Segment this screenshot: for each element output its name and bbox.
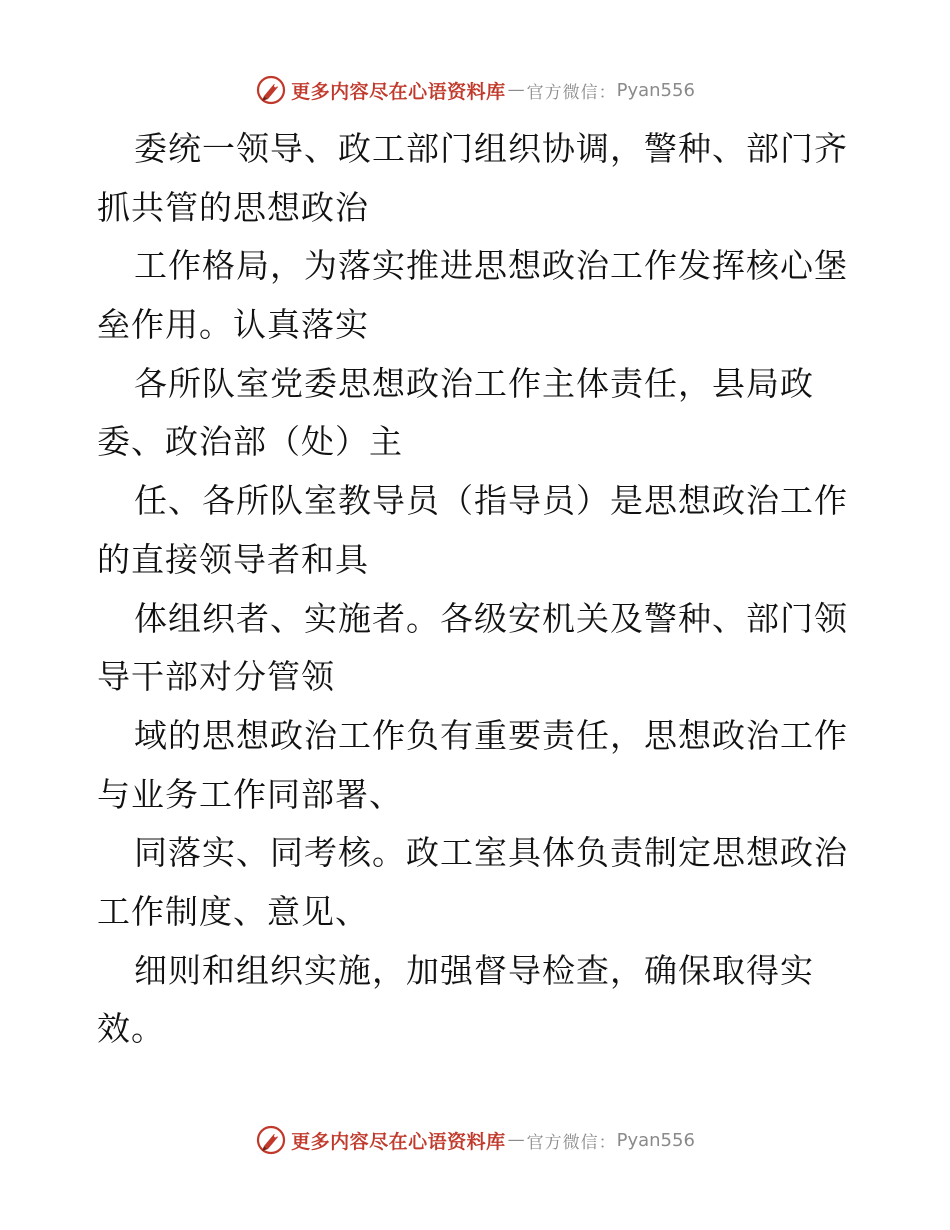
body-line: 各所队室党委思想政治工作主体责任，县局政: [134, 363, 814, 403]
pen-nib-logo-icon: [255, 74, 287, 106]
body-line: 同落实、同考核。政工室具体负责制定思想政治: [134, 833, 848, 873]
body-line: 委、政治部（处）主: [97, 422, 403, 462]
banner-title: 更多内容尽在心语资料库: [291, 80, 506, 103]
banner-wechat-id: Pyan556: [616, 79, 695, 101]
footer-banner: [0, 1120, 950, 1160]
body-line: 委统一领导、政工部门组织协调，警种、部门齐: [134, 129, 848, 168]
body-line: 工作格局，为落实推进思想政治工作发挥核心堡: [134, 246, 848, 286]
body-line: 细则和组织实施，加强督导检查，确保取得实: [134, 950, 814, 990]
header-banner: [0, 70, 950, 110]
body-line: 任、各所队室教导员（指导员）是思想政治工作: [134, 481, 848, 521]
body-line: 抓共管的思想政治: [97, 187, 369, 227]
body-line: 域的思想政治工作负有重要责任，思想政治工作: [134, 715, 848, 755]
body-line: 的直接领导者和具: [97, 539, 369, 579]
body-line: 体组织者、实施者。各级安机关及警种、部门领: [134, 598, 848, 638]
banner-wechat-label: 官方微信：: [526, 82, 617, 103]
banner-title: 更多内容尽在心语资料库: [291, 1130, 506, 1153]
pen-nib-logo-icon: [255, 1124, 287, 1156]
body-line: 垒作用。认真落实: [97, 305, 369, 345]
document-body: [97, 120, 857, 1059]
body-line: 效。: [97, 1009, 165, 1049]
banner-dash: —: [507, 80, 525, 100]
body-line: 工作制度、意见、: [97, 891, 369, 931]
banner-dash: —: [507, 1130, 525, 1150]
banner-wechat-label: 官方微信：: [526, 1132, 617, 1153]
body-line: 与业务工作同部署、: [97, 774, 403, 814]
body-line: 导干部对分管领: [97, 657, 335, 697]
banner-wechat-id: Pyan556: [616, 1129, 695, 1151]
